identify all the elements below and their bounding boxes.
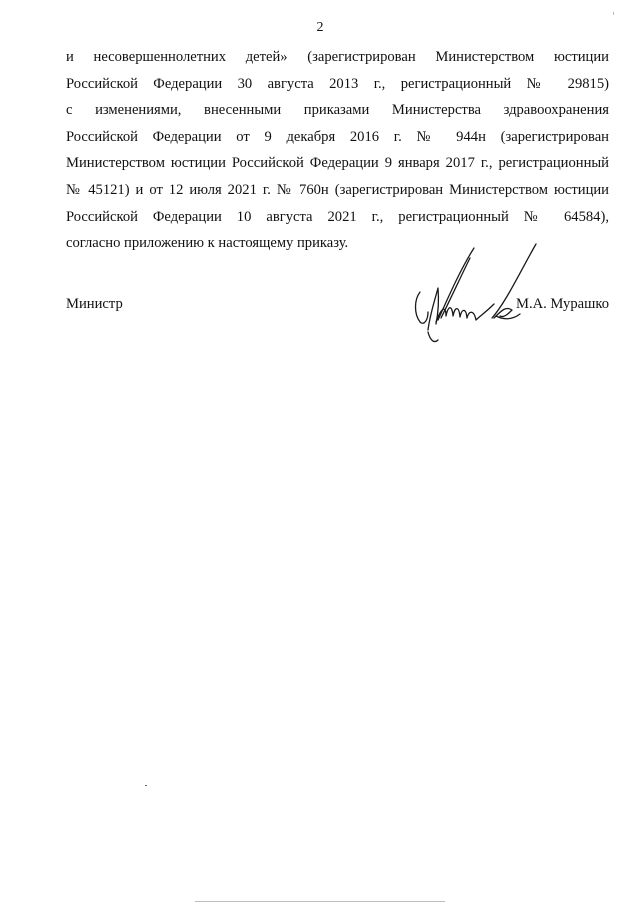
signer-position: Министр (66, 296, 123, 312)
scan-speck (145, 785, 147, 786)
scan-speck (613, 12, 614, 15)
text-line-6: № 45121) и от 12 июля 2021 г. № 760н (зарегистрирован Министерством юстиции (66, 181, 609, 198)
text-line-3: с изменениями, внесенными приказами Министерства здравоохранения (66, 102, 609, 119)
scan-edge-line (195, 901, 445, 902)
signer-name: М.А. Мурашко (515, 296, 609, 312)
body-text (66, 44, 609, 257)
text-line-1: и несовершеннолетних детей» (зарегистрирован Министерством юстиции (66, 49, 609, 65)
page-number: 2 (316, 20, 324, 35)
text-line-2: Российской Федерации 30 августа 2013 г., регистрационный № 29815) (66, 75, 609, 92)
text-line-7: Российской Федерации 10 августа 2021 г., регистрационный № 64584), (66, 208, 609, 225)
handwritten-signature (408, 240, 548, 350)
text-line-8: согласно приложению к настоящему приказу. (66, 235, 349, 252)
text-line-5: Министерством юстиции Российской Федерации 9 января 2017 г., регистрационный (66, 155, 609, 172)
text-line-4: Российской Федерации от 9 декабря 2016 г. № 944н (зарегистрирован (66, 128, 609, 145)
